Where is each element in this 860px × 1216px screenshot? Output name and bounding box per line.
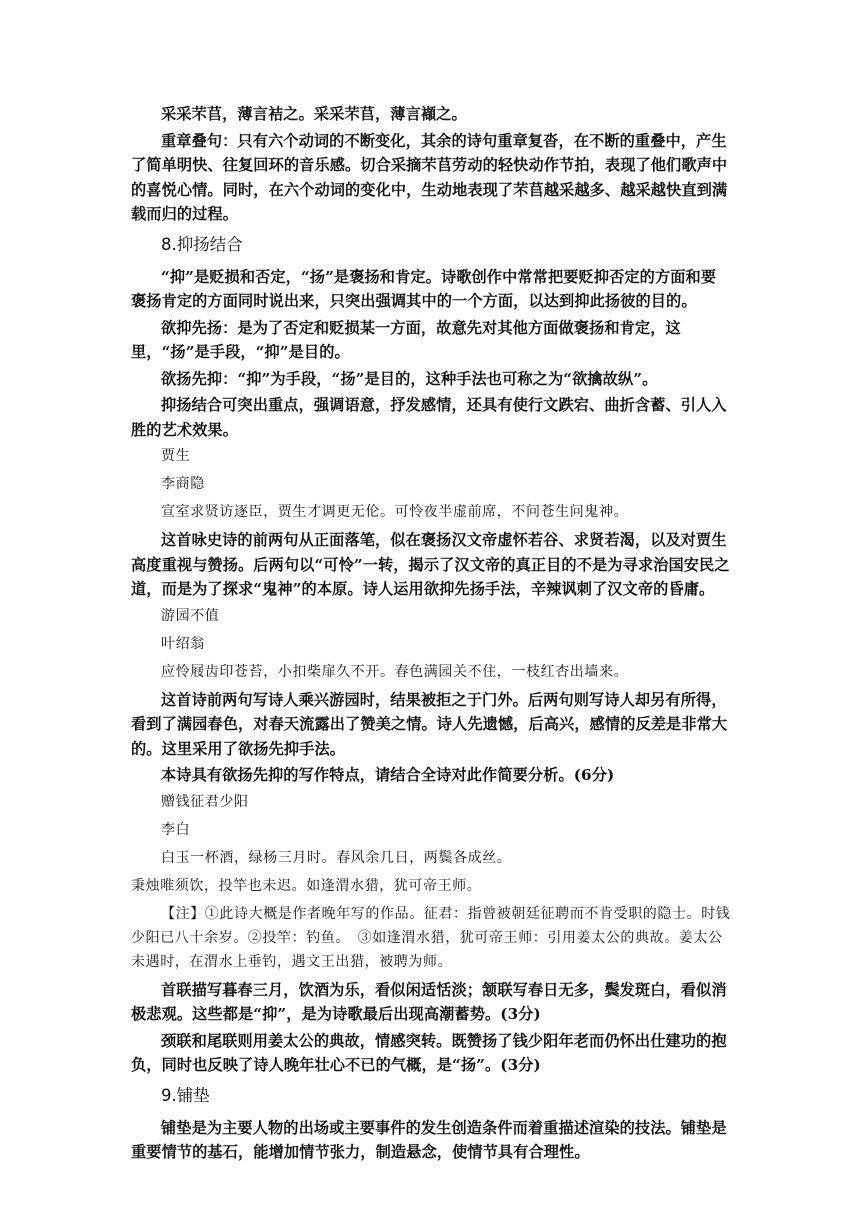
poem-title: 赠钱征君少阳 — [161, 793, 249, 810]
poem-quote-line: 采采芣苢，薄言袺之。采采芣苢，薄言襭之。 — [161, 105, 467, 123]
section-heading-8: 8.抑扬结合 — [161, 234, 243, 254]
paragraph-definition: “抑”是贬损和否定，“扬”是褒扬和肯定。诗歌创作中常常把要贬抑否定的方面和要褒扬肯定的方面同时说出来，只突出强调其中的一个方面，以达到抑此扬彼的目的。 — [131, 267, 717, 310]
poem-analysis: 这首咏史诗的前两句从正面落笔，似在褒扬汉文帝虚怀若谷、求贤若渴，以及对贾生高度重视与赞扬。后两句以“可怜”一转，揭示了汉文帝的真正目的不是为寻求治国安民之道，而是为了探求“鬼神”的本原。诗人运用欲抑先扬手法，辛辣讽刺了汉文帝的昏庸。 — [131, 531, 730, 598]
poem-line: 白玉一杯酒，绿杨三月时。春风余几日，两鬓各成丝。 — [161, 849, 512, 866]
paragraph-foreshadowing: 铺垫是为主要人物的出场或主要事件的发生创造条件而着重描述渲染的技法。铺垫是重要情节的基石，能增加情节张力，制造悬念，使情节具有合理性。 — [131, 1118, 727, 1161]
poem-note: 【注】①此诗大概是作者晚年写的作品。征君：指曾被朝廷征聘而不肯受职的隐士。时钱少阳已八十余岁。②投竿：钓鱼。 ③如逢渭水猎，犹可帝王师：引用姜太公的典故。姜太公未遇时，在渭水上垂钓，遇文王出猎，被聘为师。 — [131, 905, 731, 970]
document-body — [131, 102, 731, 1167]
answer-part-1: 首联描写暮春三月，饮酒为乐，看似闲适恬淡；颔联写春日无多，鬓发斑白，看似消极悲观。这些都是“抑”，是为诗歌最后出现高潮蓄势。(3分) — [131, 980, 727, 1023]
poem-analysis: 这首诗前两句写诗人乘兴游园时，结果被拒之于门外。后两句则写诗人却另有所得，看到了满园春色，对春天流露出了赞美之情。诗人先遗憾，后高兴，感情的反差是非常大的。这里采用了欲扬先抑手法。 — [131, 690, 728, 758]
section-heading-9: 9.铺垫 — [161, 1085, 210, 1105]
poem-author: 叶绍翁 — [161, 635, 205, 652]
paragraph-yang-xian-yi: 欲扬先抑：“抑”为手段，“扬”是目的，这种手法也可称之为“欲擒故纵”。 — [161, 369, 658, 388]
poem-text: 应怜屐齿印苍苔，小扣柴扉久不开。春色满园关不住，一枝红杏出墙来。 — [161, 663, 629, 680]
poem-line: 秉烛唯须饮，投竿也未迟。如逢渭水猎，犹可帝王师。 — [131, 877, 482, 894]
poem-title: 贾生 — [161, 448, 191, 464]
poem-text: 宣室求贤访逐臣，贾生才调更无伦。可怜夜半虚前席，不问苍生问鬼神。 — [161, 504, 629, 520]
paragraph-repetition: 重章叠句：只有六个动词的不断变化，其余的诗句重章复沓，在不断的重叠中，产生了简单明快、往复回环的音乐感。切合采摘芣苢劳动的轻快动作节拍，表现了他们歌声中的喜悦心情。同时，在六个动词的变化中，生动地表现了芣苢越采越多、越采越快直到满载而归的过程。 — [131, 131, 728, 223]
poem-author: 李商隐 — [161, 476, 205, 492]
poem-title: 游园不值 — [161, 607, 220, 624]
paragraph-yi-xian-yang: 欲抑先扬：是为了否定和贬损某一方面，故意先对其他方面做褒扬和肯定，这里，“扬”是手段，“抑”是目的。 — [131, 318, 681, 361]
paragraph-effect: 抑扬结合可突出重点，强调语意，抒发感情，还具有使行文跌宕、曲折含蓄、引人入胜的艺术效果。 — [131, 396, 727, 439]
answer-part-2: 颈联和尾联则用姜太公的典故，情感突转。既赞扬了钱少阳年老而仍怀出仕建功的抱负，同时也反映了诗人晚年壮心不已的气概，是“扬”。(3分) — [131, 1031, 727, 1074]
poem-author: 李白 — [161, 821, 191, 838]
exercise-question: 本诗具有欲扬先抑的写作特点，请结合全诗对此作简要分析。(6分) — [161, 766, 615, 784]
